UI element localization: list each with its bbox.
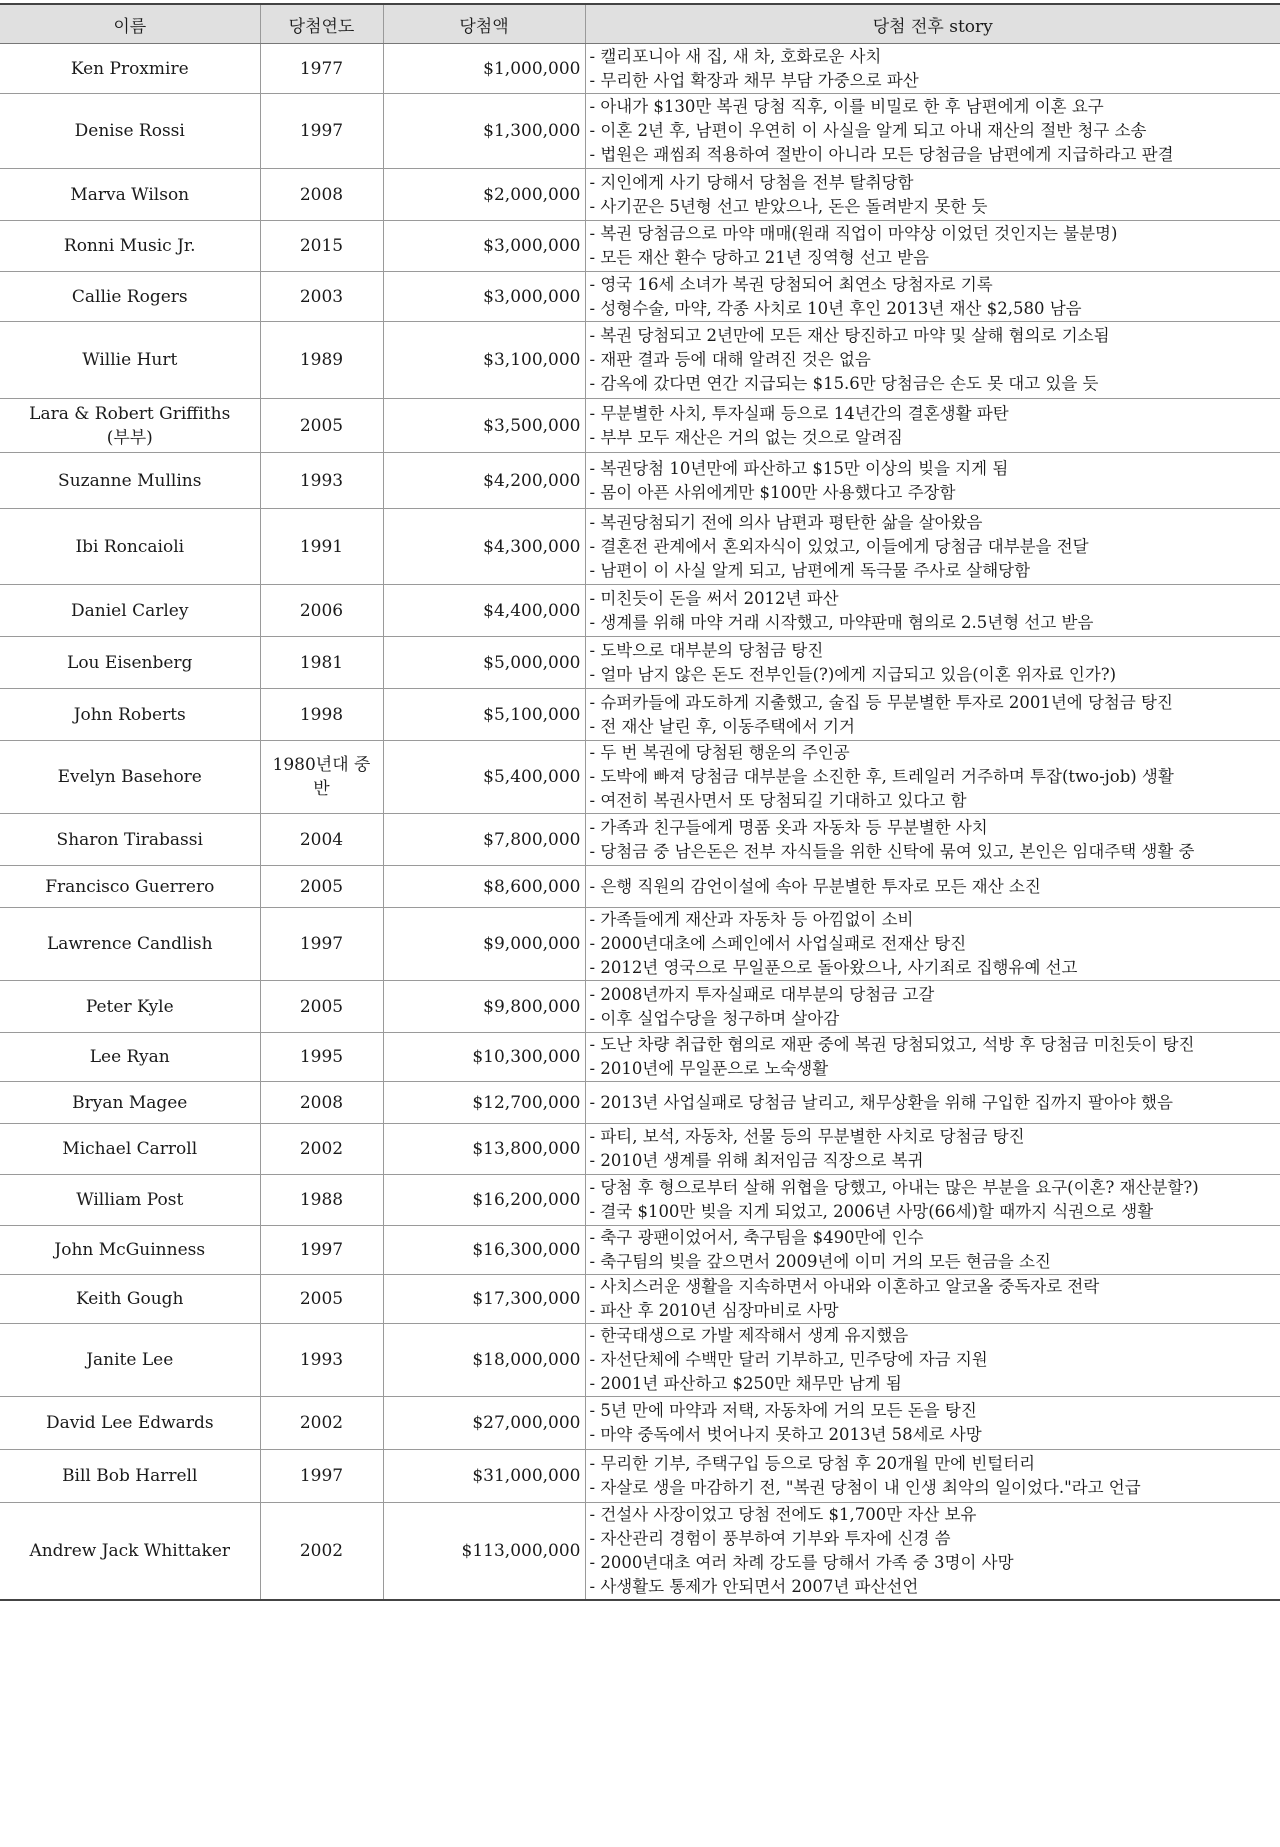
table-row: [0, 814, 1280, 866]
winner-name-cell: [0, 981, 260, 1033]
story-line: - 마약 중독에서 벗어나지 못하고 2013년 58세로 사망: [589, 1425, 982, 1444]
story-cell: [585, 94, 1280, 169]
win-year-cell: 2002: [260, 1124, 383, 1175]
winner-name-cell: [0, 1124, 260, 1175]
header-story: 당첨 전후 story: [585, 4, 1280, 44]
table-row: [0, 272, 1280, 322]
story-line: - 은행 직원의 감언이설에 속아 무분별한 투자로 모든 재산 소진: [589, 876, 1041, 896]
win-year-cell: 1993: [260, 453, 383, 509]
story-line: - 얼마 남지 않은 돈도 전부인들(?)에게 지급되고 있음(이혼 위자료 인가?): [589, 664, 1117, 684]
winner-name: Ken Proxmire: [70, 58, 189, 79]
table-row: [0, 1275, 1280, 1324]
win-amount-cell: $5,000,000: [383, 637, 585, 689]
story-line: - 가족들에게 재산과 자동차 등 아낌없이 소비: [589, 910, 914, 929]
story-cell: [585, 741, 1280, 814]
winner-name-cell: [0, 169, 260, 221]
story-cell: [585, 453, 1280, 509]
story-line: - 자선단체에 수백만 달러 기부하고, 민주당에 자금 지원: [589, 1350, 988, 1369]
winner-name: Francisco Guerrero: [45, 876, 215, 897]
story-line: - 재판 결과 등에 대해 알려진 것은 없음: [589, 350, 871, 369]
table-row: [0, 94, 1280, 169]
winner-name-cell: [0, 1226, 260, 1275]
story-line: - 법원은 괘씸죄 적용하여 절반이 아니라 모든 당첨금을 남편에게 지급하라고 판결: [589, 145, 1174, 164]
winner-name: Peter Kyle: [85, 996, 174, 1017]
story-line: - 이후 실업수당을 청구하며 살아감: [589, 1008, 840, 1028]
winner-name: Ibi Roncaioli: [75, 536, 185, 557]
story-line: - 복권 당첨되고 2년만에 모든 재산 탕진하고 마약 및 살해 혐의로 기소됨: [589, 326, 1110, 345]
table-row: [0, 399, 1280, 453]
story-cell: [585, 399, 1280, 453]
win-year-cell: 2005: [260, 981, 383, 1033]
win-amount-cell: $17,300,000: [383, 1275, 585, 1324]
win-amount-cell: $5,400,000: [383, 741, 585, 814]
winner-name: William Post: [76, 1190, 184, 1210]
win-year-cell: 1997: [260, 1226, 383, 1275]
win-amount-cell: $2,000,000: [383, 169, 585, 221]
story-line: - 2010년 생계를 위해 최저임금 직장으로 복귀: [589, 1151, 924, 1170]
win-year-cell: 2006: [260, 585, 383, 637]
story-line: - 무리한 사업 확장과 채무 부담 가중으로 파산: [589, 70, 919, 90]
story-line: - 부부 모두 재산은 거의 없는 것으로 알려짐: [589, 427, 903, 447]
winner-name-cell: [0, 585, 260, 637]
header-name: 이름: [0, 4, 260, 44]
win-year-cell: 1988: [260, 1175, 383, 1226]
table-header: [0, 4, 1280, 44]
winner-name: Marva Wilson: [70, 184, 190, 205]
story-line: - 결국 $100만 빚을 지게 되었고, 2006년 사망(66세)할 때까지 식권으로 생활: [589, 1202, 1154, 1221]
story-line: - 감옥에 갔다면 연간 지급되는 $15.6만 당첨금은 손도 못 대고 있을 듯: [589, 374, 1099, 393]
winner-name: Janite Lee: [86, 1350, 174, 1370]
story-cell: [585, 1450, 1280, 1503]
story-cell: [585, 44, 1280, 94]
table-row: [0, 322, 1280, 399]
win-amount-cell: $27,000,000: [383, 1397, 585, 1450]
story-line: - 2010년에 무일푼으로 노숙생활: [589, 1059, 829, 1078]
story-line: - 파티, 보석, 자동차, 선물 등의 무분별한 사치로 당첨금 탕진: [589, 1127, 1025, 1146]
win-amount-cell: $7,800,000: [383, 814, 585, 866]
story-line: - 2008년까지 투자실패로 대부분의 당첨금 고갈: [589, 984, 935, 1004]
winner-name-cell: [0, 689, 260, 741]
win-year-cell: 2002: [260, 1503, 383, 1601]
win-year-cell: 1997: [260, 94, 383, 169]
story-line: - 지인에게 사기 당해서 당첨을 전부 탈취당함: [589, 172, 914, 192]
winner-name: Lara & Robert Griffiths: [29, 403, 231, 424]
story-line: - 사생활도 통제가 안되면서 2007년 파산선언: [589, 1577, 919, 1596]
table-row: [0, 1397, 1280, 1450]
story-line: - 축구 광팬이었어서, 축구팀을 $490만에 인수: [589, 1228, 924, 1247]
table-row: [0, 1033, 1280, 1082]
winner-name-cell: [0, 814, 260, 866]
story-line: - 영국 16세 소녀가 복권 당첨되어 최연소 당첨자로 기록: [589, 274, 993, 294]
story-line: - 모든 재산 환수 당하고 21년 징역형 선고 받음: [589, 248, 929, 267]
story-cell: [585, 1324, 1280, 1397]
story-cell: [585, 866, 1280, 908]
story-line: - 사기꾼은 5년형 선고 받았으나, 돈은 돌려받지 못한 듯: [589, 196, 988, 216]
story-line: - 한국태생으로 가발 제작해서 생계 유지했음: [589, 1326, 909, 1345]
story-cell: [585, 908, 1280, 981]
story-line: - 이혼 2년 후, 남편이 우연히 이 사실을 알게 되고 아내 재산의 절반 청구 소송: [589, 121, 1147, 140]
story-line: - 무분별한 사치, 투자실패 등으로 14년간의 결혼생활 파탄: [589, 403, 1009, 423]
story-cell: [585, 509, 1280, 585]
win-amount-cell: $4,400,000: [383, 585, 585, 637]
table-row: [0, 453, 1280, 509]
win-amount-cell: $3,500,000: [383, 399, 585, 453]
table-row: [0, 44, 1280, 94]
story-line: - 아내가 $130만 복권 당첨 직후, 이를 비밀로 한 후 남편에게 이혼 요구: [589, 97, 1104, 116]
win-amount-cell: $3,100,000: [383, 322, 585, 399]
winner-name: Keith Gough: [75, 1289, 184, 1309]
table-row: [0, 1124, 1280, 1175]
story-line: - 2001년 파산하고 $250만 채무만 남게 됨: [589, 1374, 902, 1393]
table-row: [0, 866, 1280, 908]
story-line: - 건설사 사장이었고 당첨 전에도 $1,700만 자산 보유: [589, 1505, 977, 1524]
winner-name: Evelyn Basehore: [57, 767, 202, 787]
winner-name: Callie Rogers: [71, 286, 188, 307]
table-row: [0, 1503, 1280, 1601]
header-row: [0, 4, 1280, 44]
win-amount-cell: $9,000,000: [383, 908, 585, 981]
story-line: - 2000년대초 여러 차례 강도를 당해서 가족 중 3명이 사망: [589, 1553, 1014, 1572]
win-year-cell: 1993: [260, 1324, 383, 1397]
table-row: [0, 637, 1280, 689]
winner-name-cell: [0, 1503, 260, 1601]
story-line: - 5년 만에 마약과 저택, 자동차에 거의 모든 돈을 탕진: [589, 1401, 977, 1420]
story-cell: [585, 272, 1280, 322]
win-amount-cell: $5,100,000: [383, 689, 585, 741]
table-row: [0, 1082, 1280, 1124]
winner-name-cell: [0, 1082, 260, 1124]
story-line: - 전 재산 날린 후, 이동주택에서 기거: [589, 716, 855, 736]
header-amount: 당첨액: [383, 4, 585, 44]
win-year-cell: 2002: [260, 1397, 383, 1450]
winner-name: David Lee Edwards: [45, 1413, 214, 1433]
story-cell: [585, 689, 1280, 741]
story-line: - 캘리포니아 새 집, 새 차, 호화로운 사치: [589, 46, 882, 66]
winner-name: Lou Eisenberg: [67, 652, 193, 673]
win-amount-cell: $12,700,000: [383, 1082, 585, 1124]
table-row: [0, 1450, 1280, 1503]
story-line: - 무리한 기부, 주택구입 등으로 당첨 후 20개월 만에 빈털터리: [589, 1454, 1036, 1473]
winner-name: Michael Carroll: [62, 1139, 198, 1159]
win-amount-cell: $4,300,000: [383, 509, 585, 585]
story-line: - 자살로 생을 마감하기 전, "복권 당첨이 내 인생 최악의 일이었다."라고 언급: [589, 1478, 1141, 1497]
win-amount-cell: $18,000,000: [383, 1324, 585, 1397]
win-year-cell: 2003: [260, 272, 383, 322]
winner-name-cell: [0, 509, 260, 585]
winner-name: Willie Hurt: [82, 350, 178, 370]
win-year-cell: 2005: [260, 866, 383, 908]
win-amount-cell: $10,300,000: [383, 1033, 585, 1082]
story-line: - 도박으로 대부분의 당첨금 탕진: [589, 640, 824, 660]
story-line: - 두 번 복권에 당첨된 행운의 주인공: [589, 743, 850, 762]
winner-name-cell: [0, 453, 260, 509]
story-line: - 파산 후 2010년 심장마비로 사망: [589, 1301, 839, 1320]
story-cell: [585, 1397, 1280, 1450]
winner-name: Sharon Tirabassi: [56, 829, 203, 850]
story-cell: [585, 1124, 1280, 1175]
story-cell: [585, 1275, 1280, 1324]
winner-name-cell: [0, 94, 260, 169]
win-year-cell: 2005: [260, 399, 383, 453]
win-year-cell: 2004: [260, 814, 383, 866]
story-line: - 자산관리 경험이 풍부하여 기부와 투자에 신경 씀: [589, 1529, 951, 1548]
table-body: [0, 44, 1280, 1601]
header-year: 당첨연도: [260, 4, 383, 44]
win-year-cell: 2005: [260, 1275, 383, 1324]
winner-name-cell: [0, 1033, 260, 1082]
win-year-cell: 2008: [260, 169, 383, 221]
winner-name-cell: [0, 1397, 260, 1450]
win-year-cell: 1991: [260, 509, 383, 585]
story-cell: [585, 1082, 1280, 1124]
story-cell: [585, 1503, 1280, 1601]
story-line: - 몸이 아픈 사위에게만 $100만 사용했다고 주장함: [589, 482, 956, 502]
table-row: [0, 1226, 1280, 1275]
win-amount-cell: $4,200,000: [383, 453, 585, 509]
win-amount-cell: $8,600,000: [383, 866, 585, 908]
winner-name: John McGuinness: [54, 1240, 206, 1260]
win-amount-cell: $113,000,000: [383, 1503, 585, 1601]
winner-name-cell: [0, 637, 260, 689]
table-row: [0, 908, 1280, 981]
story-line: - 미친듯이 돈을 써서 2012년 파산: [589, 588, 839, 608]
story-line: - 당첨금 중 남은돈은 전부 자식들을 위한 신탁에 묶여 있고, 본인은 임대주택 생활 중: [589, 841, 1195, 861]
story-cell: [585, 322, 1280, 399]
story-cell: [585, 169, 1280, 221]
story-line: - 도박에 빠져 당첨금 대부분을 소진한 후, 트레일러 거주하며 투잡(two-job) 생활: [589, 767, 1174, 786]
winner-name: Suzanne Mullins: [58, 470, 202, 491]
win-amount-cell: $1,300,000: [383, 94, 585, 169]
winner-name-cell: [0, 741, 260, 814]
winner-name-cell: [0, 1275, 260, 1324]
story-line: - 2013년 사업실패로 당첨금 날리고, 채무상환을 위해 구입한 집까지 팔아야 했음: [589, 1092, 1173, 1112]
win-year-cell: 1980년대 중반: [260, 741, 383, 814]
lottery-winners-table: [0, 3, 1280, 1601]
winner-name-cell: [0, 1450, 260, 1503]
story-line: - 복권 당첨금으로 마약 매매(원래 직업이 마약상 이었던 것인지는 불분명): [589, 224, 1118, 243]
story-line: - 복권당첨 10년만에 파산하고 $15만 이상의 빚을 지게 됨: [589, 458, 1009, 478]
story-cell: [585, 1175, 1280, 1226]
win-year-cell: 1998: [260, 689, 383, 741]
story-cell: [585, 637, 1280, 689]
win-year-cell: 1995: [260, 1033, 383, 1082]
win-amount-cell: $9,800,000: [383, 981, 585, 1033]
story-line: - 여전히 복권사면서 또 당첨되길 기대하고 있다고 함: [589, 791, 967, 810]
winner-name: Daniel Carley: [71, 600, 189, 621]
story-line: - 남편이 이 사실 알게 되고, 남편에게 독극물 주사로 살해당함: [589, 560, 1031, 580]
table-row: [0, 169, 1280, 221]
story-line: - 도난 차량 취급한 혐의로 재판 중에 복권 당첨되었고, 석방 후 당첨금 미친듯이 탕진: [589, 1035, 1195, 1054]
story-line: - 성형수술, 마약, 각종 사치로 10년 후인 2013년 재산 $2,580 남음: [589, 298, 1082, 318]
winner-name: Bryan Magee: [72, 1092, 188, 1113]
win-amount-cell: $13,800,000: [383, 1124, 585, 1175]
story-line: - 2000년대초에 스페인에서 사업실패로 전재산 탕진: [589, 934, 967, 953]
winner-name-cell: [0, 221, 260, 272]
winner-name-cell: [0, 1324, 260, 1397]
winner-name-cell: [0, 399, 260, 453]
story-cell: [585, 221, 1280, 272]
win-amount-cell: $3,000,000: [383, 221, 585, 272]
win-year-cell: 1997: [260, 908, 383, 981]
win-amount-cell: $31,000,000: [383, 1450, 585, 1503]
winner-name-cell: [0, 1175, 260, 1226]
story-line: - 사치스러운 생활을 지속하면서 아내와 이혼하고 알코올 중독자로 전락: [589, 1277, 1100, 1296]
story-cell: [585, 1226, 1280, 1275]
winner-name-cell: [0, 272, 260, 322]
winner-name: (부부): [106, 427, 153, 448]
table-row: [0, 1324, 1280, 1397]
table-row: [0, 741, 1280, 814]
win-year-cell: 1981: [260, 637, 383, 689]
winner-name-cell: [0, 866, 260, 908]
win-amount-cell: $16,200,000: [383, 1175, 585, 1226]
story-line: - 결혼전 관계에서 혼외자식이 있었고, 이들에게 당첨금 대부분을 전달: [589, 536, 1089, 556]
table-row: [0, 981, 1280, 1033]
win-year-cell: 2015: [260, 221, 383, 272]
story-line: - 복권당첨되기 전에 의사 남편과 평탄한 삶을 살아왔음: [589, 512, 983, 532]
table-row: [0, 585, 1280, 637]
win-amount-cell: $1,000,000: [383, 44, 585, 94]
winner-name: Ronni Music Jr.: [63, 236, 196, 256]
win-amount-cell: $3,000,000: [383, 272, 585, 322]
winner-name: Bill Bob Harrell: [62, 1466, 198, 1486]
story-cell: [585, 585, 1280, 637]
story-line: - 가족과 친구들에게 명품 옷과 자동차 등 무분별한 사치: [589, 817, 988, 837]
winner-name: Denise Rossi: [74, 121, 185, 141]
win-year-cell: 2008: [260, 1082, 383, 1124]
winner-name-cell: [0, 44, 260, 94]
winner-name: Andrew Jack Whittaker: [29, 1541, 231, 1561]
story-line: - 슈퍼카들에 과도하게 지출했고, 술집 등 무분별한 투자로 2001년에 당첨금 탕진: [589, 692, 1173, 712]
winner-name: John Roberts: [73, 704, 186, 725]
win-year-cell: 1989: [260, 322, 383, 399]
table-row: [0, 1175, 1280, 1226]
win-year-cell: 1997: [260, 1450, 383, 1503]
win-year-cell: 1977: [260, 44, 383, 94]
winner-name: Lawrence Candlish: [46, 934, 213, 954]
story-cell: [585, 1033, 1280, 1082]
story-line: - 2012년 영국으로 무일푼으로 돌아왔으나, 사기죄로 집행유예 선고: [589, 958, 1078, 977]
winner-name: Lee Ryan: [89, 1047, 170, 1067]
winner-name-cell: [0, 322, 260, 399]
story-cell: [585, 981, 1280, 1033]
story-line: - 생계를 위해 마약 거래 시작했고, 마약판매 혐의로 2.5년형 선고 받음: [589, 612, 1094, 632]
story-line: - 축구팀의 빚을 갚으면서 2009년에 이미 거의 모든 현금을 소진: [589, 1252, 1051, 1271]
story-cell: [585, 814, 1280, 866]
table-row: [0, 689, 1280, 741]
table-row: [0, 221, 1280, 272]
winner-name-cell: [0, 908, 260, 981]
win-amount-cell: $16,300,000: [383, 1226, 585, 1275]
story-line: - 당첨 후 형으로부터 살해 위협을 당했고, 아내는 많은 부분을 요구(이혼? 재산분할?): [589, 1178, 1199, 1197]
table-row: [0, 509, 1280, 585]
